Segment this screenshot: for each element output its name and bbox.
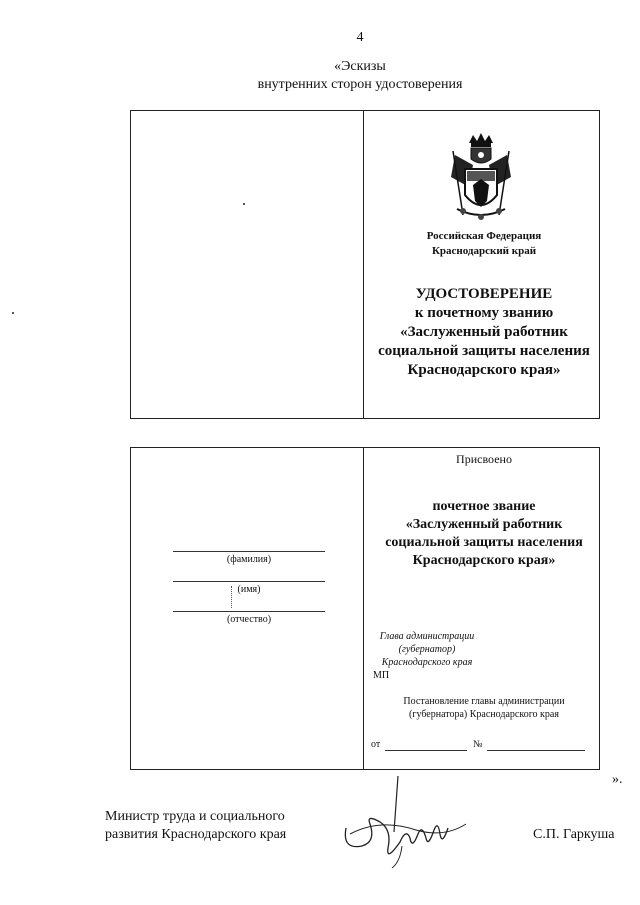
patronymic-label: (отчество) bbox=[226, 614, 272, 625]
signatory-position bbox=[105, 808, 286, 844]
awarded-label: Присвоено bbox=[456, 452, 512, 466]
honor-title-line-1: «Заслуженный работник bbox=[400, 324, 568, 340]
certificate-title: УДОСТОВЕРЕНИЕ bbox=[415, 286, 553, 302]
decree-block bbox=[367, 695, 601, 721]
decree-number-label: № bbox=[473, 739, 483, 750]
name-label: (имя) bbox=[237, 584, 261, 595]
surname-label: (фамилия) bbox=[226, 554, 272, 565]
page-number: 4 bbox=[356, 30, 364, 45]
heading-line-1: «Эскизы bbox=[334, 59, 386, 74]
awarded-title-line-4: Краснодарского края» bbox=[412, 553, 556, 568]
scan-speck bbox=[12, 312, 14, 314]
honor-title-line-2: социальной защиты населения bbox=[378, 343, 590, 359]
certificate-subtitle: к почетному званию bbox=[414, 305, 554, 321]
signatory-name: С.П. Гаркуша bbox=[533, 827, 615, 842]
awarded-title-block bbox=[367, 498, 601, 570]
document-heading bbox=[0, 58, 640, 94]
governor-line-3: Краснодарского края bbox=[381, 657, 473, 668]
signatory-position-line-1: Министр труда и социального bbox=[105, 809, 285, 824]
decree-date-line bbox=[385, 750, 467, 751]
card-fold-line bbox=[363, 448, 364, 769]
decree-date-label: от bbox=[371, 739, 381, 750]
awarded-title-line-2: «Заслуженный работник bbox=[405, 517, 563, 532]
issuer-block bbox=[367, 229, 601, 259]
scan-mark bbox=[231, 586, 233, 608]
awarded-title-line-3: социальной защиты населения bbox=[385, 535, 583, 550]
surname-line bbox=[173, 551, 325, 552]
governor-block bbox=[367, 630, 487, 669]
handwritten-signature bbox=[340, 772, 470, 872]
certificate-outer-sketch bbox=[130, 110, 600, 419]
decree-line-1: Постановление главы администрации bbox=[403, 696, 565, 707]
decree-number-line bbox=[487, 750, 585, 751]
stamp-place-label: МП bbox=[373, 670, 390, 681]
certificate-title-block bbox=[367, 285, 601, 380]
region-name: Краснодарский край bbox=[431, 245, 537, 257]
closing-quote: ». bbox=[612, 772, 623, 787]
governor-line-1: Глава администрации bbox=[379, 631, 475, 642]
awarded-title-line-1: почетное звание bbox=[432, 499, 536, 514]
decree-line-2: (губернатора) Краснодарского края bbox=[409, 709, 559, 720]
heading-line-2: внутренних сторон удостоверения bbox=[257, 77, 463, 92]
certificate-inner-sketch bbox=[130, 447, 600, 770]
country-name: Российская Федерация bbox=[426, 230, 542, 242]
governor-line-2: (губернатор) bbox=[398, 644, 456, 655]
card-fold-line bbox=[363, 111, 364, 418]
signatory-position-line-2: развития Краснодарского края bbox=[105, 827, 287, 842]
name-line bbox=[173, 581, 325, 582]
coat-of-arms-icon bbox=[429, 125, 529, 225]
patronymic-line bbox=[173, 611, 325, 612]
honor-title-line-3: Краснодарского края» bbox=[407, 362, 561, 378]
